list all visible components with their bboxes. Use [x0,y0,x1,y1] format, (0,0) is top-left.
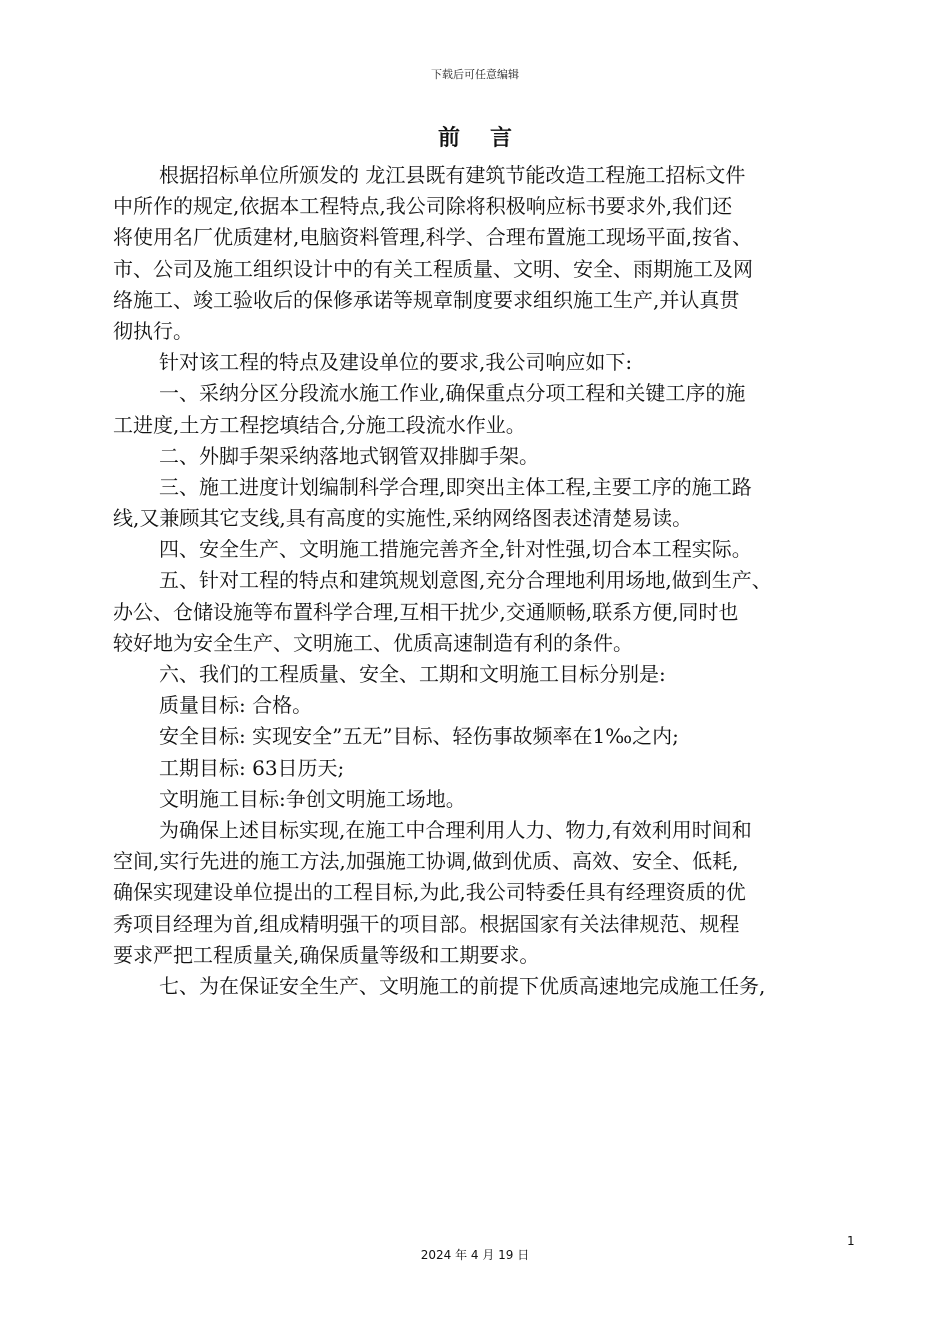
body-line: 一、采纳分区分段流水施工作业,确保重点分项工程和关键工序的施 [159,381,746,406]
page-header: 下载后可任意编辑 [431,68,519,81]
body-line: 市、公司及施工组织设计中的有关工程质量、文明、安全、雨期施工及网 [113,256,753,281]
body-line: 根据招标单位所颁发的 龙江县既有建筑节能改造工程施工招标文件 [159,163,746,187]
body-line: 四、安全生产、文明施工措施完善齐全,针对性强,切合本工程实际。 [159,537,752,562]
body-line: 五、针对工程的特点和建筑规划意图,充分合理地利用场地,做到生产、 [159,568,772,593]
document-body [113,160,861,1002]
body-line: 空间,实行先进的施工方法,加强施工协调,做到优质、高效、安全、低耗, [113,849,739,874]
body-line: 二、外脚手架采纳落地式钢管双排脚手架。 [159,443,539,468]
body-line: 彻执行。 [113,318,193,343]
body-line: 将使用名厂优质建材,电脑资料管理,科学、合理布置施工现场平面,按省、 [113,225,753,250]
body-line: 安全目标: 实现安全”五无”目标、轻伤事故频率在1‰之内; [159,724,679,749]
body-line: 针对该工程的特点及建设单位的要求,我公司响应如下: [159,350,633,375]
body-line: 为确保上述目标实现,在施工中合理利用人力、物力,有效利用时间和 [159,817,752,842]
body-line: 较好地为安全生产、文明施工、优质高速制造有利的条件。 [113,630,633,655]
body-line: 确保实现建设单位提出的工程目标,为此,我公司特委任具有经理资质的优 [113,880,746,905]
body-line: 六、我们的工程质量、安全、工期和文明施工目标分别是: [159,662,666,686]
body-line: 质量目标: 合格。 [159,693,313,718]
body-line: 文明施工目标:争创文明施工场地。 [159,786,466,811]
body-line: 三、施工进度计划编制科学合理,即突出主体工程,主要工序的施工路 [159,474,752,499]
body-line: 工进度,土方工程挖填结合,分施工段流水作业。 [113,412,526,437]
body-line: 办公、仓储设施等布置科学合理,互相干扰少,交通顺畅,联系方便,同时也 [113,599,739,624]
page-title: 前言 [437,125,542,151]
body-line: 中所作的规定,依据本工程特点,我公司除将积极响应标书要求外,我们还 [113,194,733,219]
body-line: 秀项目经理为首,组成精明强干的项目部。根据国家有关法律规范、规程 [113,911,740,936]
body-line: 工期目标: 63日历天; [159,755,345,780]
body-line: 线,又兼顾其它支线,具有高度的实施性,采纳网络图表述清楚易读。 [113,506,693,531]
body-line: 要求严把工程质量关,确保质量等级和工期要求。 [113,942,540,967]
body-line: 络施工、竣工验收后的保修承诺等规章制度要求组织施工生产,并认真贯 [113,287,740,312]
footer-date: 2024 年 4 月 19 日 [420,1248,530,1262]
page-number: 1 [847,1234,855,1248]
body-line: 七、为在保证安全生产、文明施工的前提下优质高速地完成施工任务, [159,973,766,998]
